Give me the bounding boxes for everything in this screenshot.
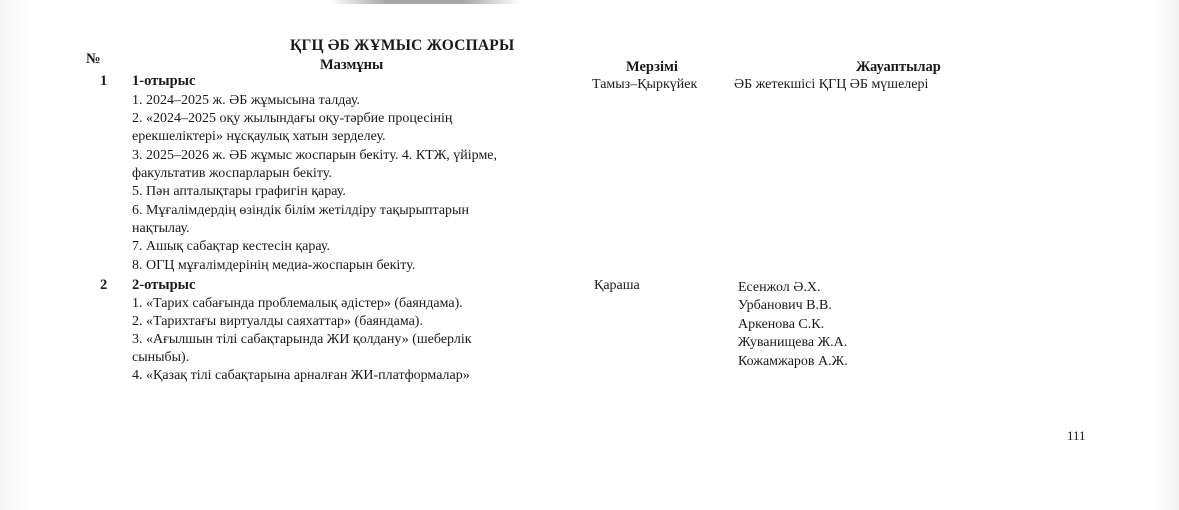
content-line: 8. ОГЦ мұғалімдерінің медиа-жоспарын бекіту.	[132, 258, 416, 273]
column-header-number: №	[86, 51, 101, 67]
content-line: факультатив жоспарларын бекіту.	[132, 166, 332, 181]
document-title: ҚГЦ ӘБ ЖҰМЫС ЖОСПАРЫ	[290, 37, 515, 54]
row-term: Тамыз–Қыркүйек	[592, 77, 698, 92]
content-line: нақтылау.	[132, 221, 190, 236]
content-line: 3. «Ағылшын тілі сабақтарында ЖИ қолдану» (шеберлік	[132, 332, 472, 347]
responsible-name: Аркенова С.К.	[738, 317, 825, 332]
row-number: 2	[100, 277, 108, 293]
content-line: ерекшеліктері» нұсқаулық хатын зерделеу.	[132, 129, 386, 144]
row-heading: 1-отырыс	[132, 73, 196, 89]
responsible-name: Есенжол Ә.Х.	[738, 280, 821, 295]
content-line: 5. Пән апталықтары графигін қарау.	[132, 184, 346, 199]
content-line: 1. «Тарих сабағында проблемалық әдістер» (баяндама).	[132, 296, 463, 311]
content-line: 2. «2024–2025 оқу жылындағы оқу-тәрбие процесінің	[132, 111, 453, 126]
content-line: сыныбы).	[132, 350, 190, 365]
responsible-name: Жуванищева Ж.А.	[738, 335, 848, 350]
content-line: 6. Мұғалімдердің өзіндік білім жетілдіру тақырыптарын	[132, 203, 469, 218]
content-line: 7. Ашық сабақтар кестесін қарау.	[132, 239, 330, 254]
content-line: 2. «Тарихтағы виртуалды саяхаттар» (баяндама).	[132, 314, 423, 329]
column-header-term: Мерзімі	[626, 59, 678, 75]
responsible-name: Кожамжаров А.Ж.	[738, 354, 848, 369]
row-term: Қараша	[594, 278, 640, 293]
responsible-name: Урбанович В.В.	[738, 298, 832, 313]
page-number: 111	[1067, 428, 1086, 443]
scan-smudge	[330, 0, 520, 4]
row-number: 1	[100, 73, 108, 89]
row-heading: 2-отырыс	[132, 277, 196, 293]
column-header-responsible: Жауаптылар	[856, 59, 941, 75]
content-line: 1. 2024–2025 ж. ӘБ жұмысына талдау.	[132, 93, 360, 108]
column-header-content: Мазмұны	[320, 57, 384, 73]
row-responsible: ӘБ жетекшісі ҚГЦ ӘБ мүшелері	[734, 77, 929, 92]
content-line: 3. 2025–2026 ж. ӘБ жұмыс жоспарын бекіту. 4. КТЖ, үйірме,	[132, 148, 498, 163]
content-line: 4. «Қазақ тілі сабақтарына арналған ЖИ-платформалар»	[132, 368, 470, 383]
